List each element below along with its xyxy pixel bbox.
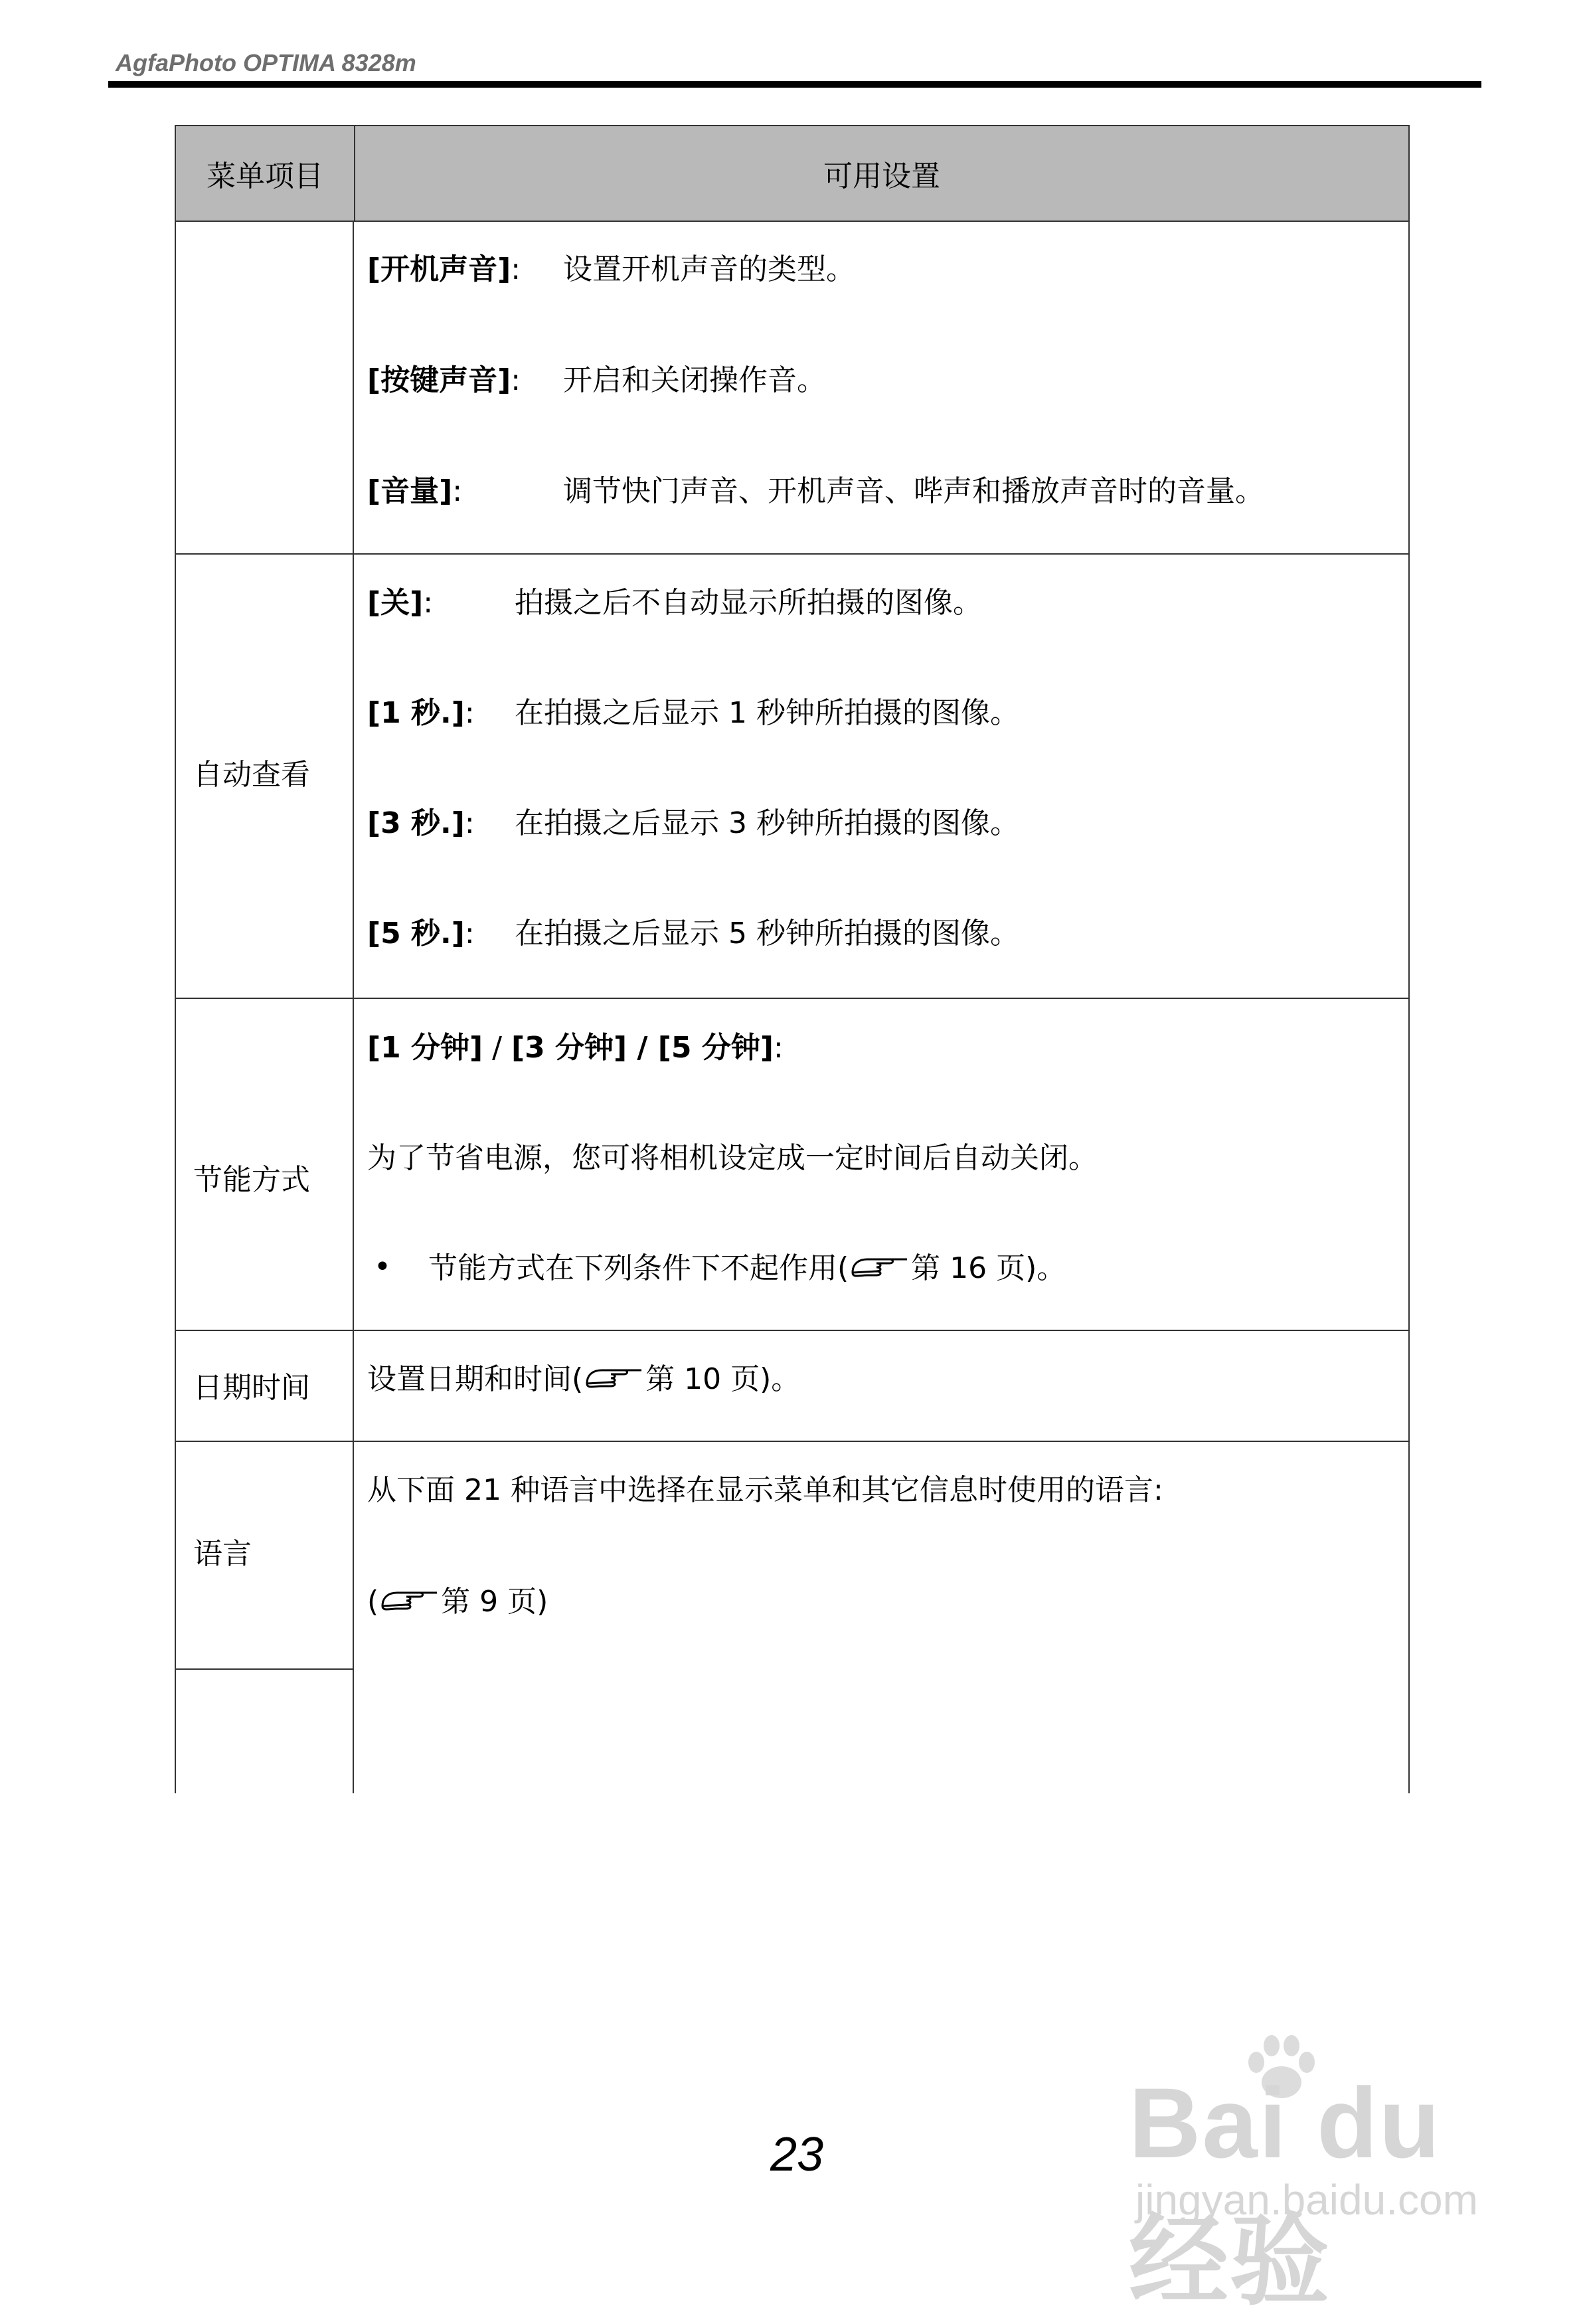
power-note: 节能方式在下列条件下不起作用( 第 16 页)。 bbox=[428, 1251, 1066, 1285]
review-item-1s: [1 秒.]: 在拍摄之后显示 1 秒钟所拍摄的图像。 bbox=[367, 696, 1019, 730]
sound-item-keytone: [按键声音]: 开启和关闭操作音。 bbox=[367, 363, 826, 397]
col-header-settings: 可用设置 bbox=[823, 159, 940, 193]
row-label-language: 语言 bbox=[193, 1537, 252, 1571]
col-header-menu-item: 菜单项目 bbox=[176, 126, 355, 221]
row-label-date-time: 日期时间 bbox=[193, 1371, 310, 1405]
power-options: [1 分钟] / [3 分钟] / [5 分钟]: bbox=[367, 1031, 784, 1065]
pointing-hand-icon bbox=[850, 1254, 910, 1283]
pointing-hand-icon bbox=[380, 1587, 440, 1617]
row-label-power-save: 节能方式 bbox=[193, 1163, 310, 1197]
bullet-dot: • bbox=[374, 1250, 391, 1284]
table-left-border bbox=[175, 222, 176, 1793]
language-description: 从下面 21 种语言中选择在显示菜单和其它信息时使用的语言: bbox=[367, 1473, 1163, 1507]
sound-item-startup: [开机声音]: 设置开机声音的类型。 bbox=[367, 252, 855, 286]
pointing-hand-icon bbox=[584, 1365, 644, 1394]
datetime-description: 设置日期和时间( 第 10 页)。 bbox=[367, 1362, 801, 1396]
doc-header-title: AgfaPhoto OPTIMA 8328m bbox=[116, 49, 416, 76]
row-divider bbox=[175, 553, 1410, 555]
power-description: 为了节省电源，您可将相机设定成一定时间后自动关闭。 bbox=[367, 1141, 1098, 1175]
row-divider bbox=[175, 1330, 1410, 1331]
row-divider bbox=[175, 1441, 1410, 1442]
watermark-brand: Bai du 经验 bbox=[1129, 2067, 1442, 2317]
review-item-3s: [3 秒.]: 在拍摄之后显示 3 秒钟所拍摄的图像。 bbox=[367, 806, 1019, 840]
page-number: 23 bbox=[770, 2128, 824, 2181]
baidu-watermark bbox=[1129, 2032, 1501, 2317]
table-column-divider bbox=[353, 222, 354, 1793]
language-page-ref: ( 第 9 页) bbox=[367, 1585, 548, 1619]
review-item-5s: [5 秒.]: 在拍摄之后显示 5 秒钟所拍摄的图像。 bbox=[367, 917, 1019, 950]
review-item-off: [关]: 拍摄之后不自动显示所拍摄的图像。 bbox=[367, 586, 982, 620]
table-right-border bbox=[1408, 222, 1410, 1793]
watermark-url: jingyan.baidu.com bbox=[1135, 2176, 1478, 2224]
table-header-row bbox=[175, 125, 1410, 222]
row-divider bbox=[175, 998, 1410, 999]
row-divider-partial bbox=[175, 1668, 353, 1670]
row-label-auto-review: 自动查看 bbox=[193, 758, 310, 792]
header-rule bbox=[108, 81, 1481, 88]
sound-item-volume: [音量]: 调节快门声音、开机声音、哔声和播放声音时的音量。 bbox=[367, 474, 1264, 508]
